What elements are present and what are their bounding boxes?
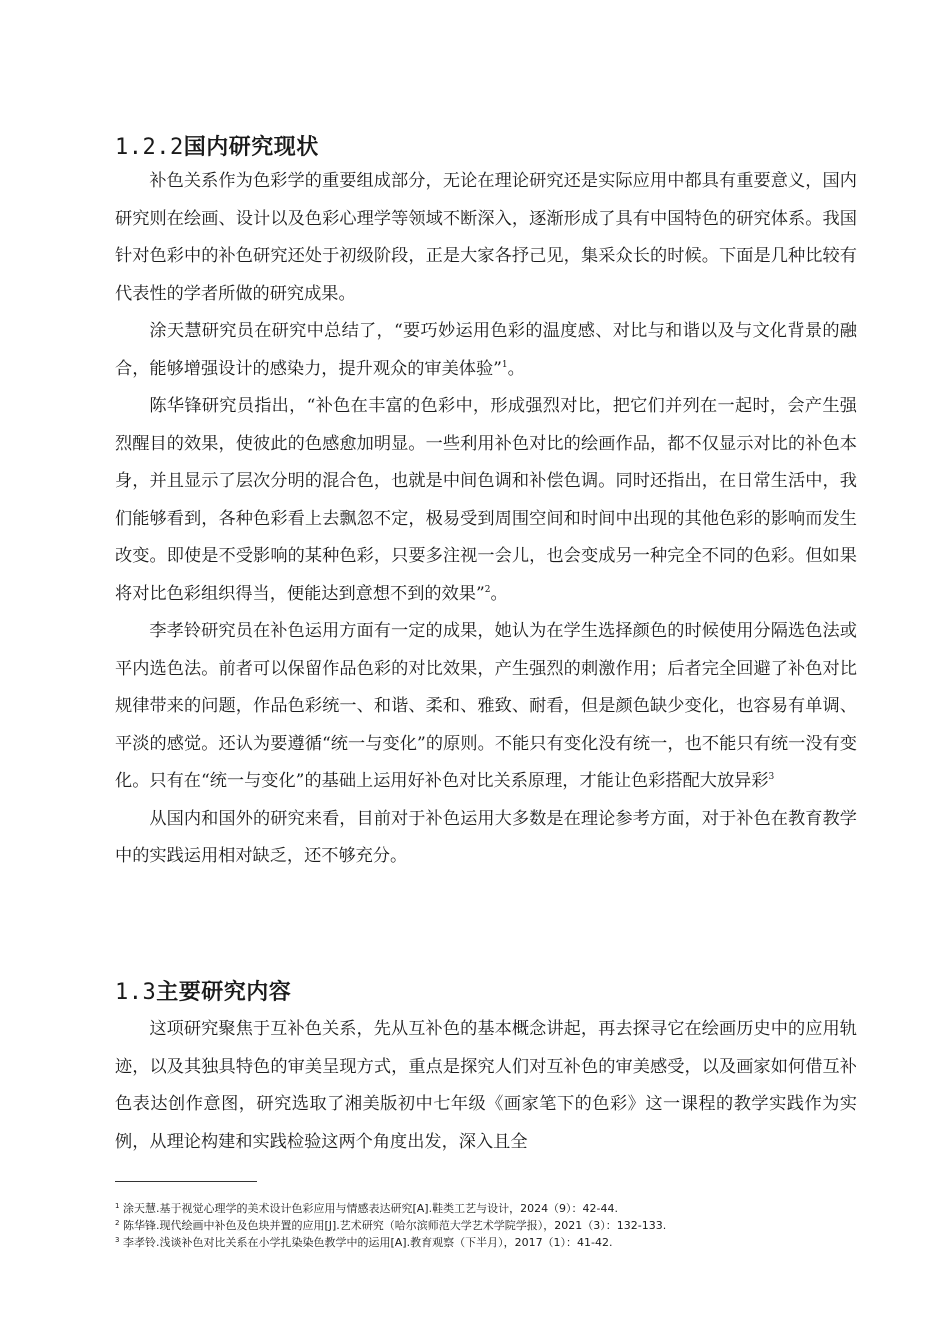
- section-heading-1-2-2: [115, 130, 319, 161]
- footnote-ref[interactable]: 3: [768, 772, 775, 782]
- paragraph: 涂天慧研究员在研究中总结了，“要巧妙运用色彩的温度感、对比与和谐以及与文化背景的融合，能够增强设计的感染力，提升观众的审美体验”$^1$。: [115, 321, 857, 379]
- paragraph: 补色关系作为色彩学的重要组成部分，无论在理论研究还是实际应用中都具有重要意义，国内研究则在绘画、设计以及色彩心理学等领域不断深入，逐渐形成了具有中国特色的研究体系。我国针对色彩中的补色研究还处于初级阶段，正是大家各抒己见，集采众长的时候。下面是几种比较有代表性的学者所做的研究成果。: [115, 171, 857, 304]
- paragraph: 陈华锋研究员指出，“补色在丰富的色彩中，形成强烈对比，把它们并列在一起时，会产生强烈醒目的效果，使彼此的色感愈加明显。一些利用补色对比的绘画作品，都不仅显示对比的补色本身，并且显示了层次分明的混合色，也就是中间色调和补偿色调。同时还指出，在日常生活中，我们能够看到，各种色彩看上去飘忽不定，极易受到周围空间和时间中出现的其他色彩的影响而发生改变。即使是不受影响的某种色彩，只要多注视一会儿，也会变成另一种完全不同的色彩。但如果将对比色彩组织得当，便能达到意想不到的效果”$^2$。: [115, 396, 857, 604]
- section-heading-1-3: [115, 975, 291, 1006]
- footnotes: [115, 1200, 875, 1251]
- section-number: 1.2.2: [115, 135, 184, 160]
- footnote-item: $^3$ 李孝铃.浅谈补色对比关系在小学扎染染色教学中的运用[A].教育观察（下半月），2017（1）：41-42.: [115, 1236, 613, 1249]
- footnote-ref[interactable]: 2: [484, 584, 491, 595]
- paragraph: 李孝铃研究员在补色运用方面有一定的成果，她认为在学生选择颜色的时候使用分隔选色法或平内选色法。前者可以保留作品色彩的对比效果，产生强烈的刺激作用；后者完全回避了补色对比规律带来的问题，作品色彩统一、和谐、柔和、雅致、耐看，但是颜色缺少变化，也容易有单调、平淡的感觉。还认为要遵循“统一与变化”的原则。不能只有变化没有统一，也不能只有统一没有变化。只有在“统一与变化”的基础上运用好补色对比关系原理，才能让色彩搭配大放异彩$^3$: [115, 621, 857, 791]
- footnote-ref[interactable]: 1: [501, 359, 508, 370]
- footnote-item: $^1$ 涂天慧.基于视觉心理学的美术设计色彩应用与情感表达研究[A].鞋类工艺与设计，2024（9）：42-44.: [115, 1202, 619, 1215]
- paragraph: 这项研究聚焦于互补色关系，先从互补色的基本概念讲起，再去探寻它在绘画历史中的应用轨迹，以及其独具特色的审美呈现方式，重点是探究人们对互补色的审美感受，以及画家如何借互补色表达创作意图，研究选取了湘美版初中七年级《画家笔下的色彩》这一课程的教学实践作为实例，从理论构建和实践检验这两个角度出发，深入且全: [115, 1019, 857, 1152]
- section-body-1-2-2: [115, 163, 857, 876]
- section-title: 主要研究内容: [156, 980, 292, 1005]
- section-number: 1.3: [115, 980, 157, 1005]
- section-body-1-3: [115, 1011, 857, 1161]
- footnote-item: $^2$ 陈华锋.现代绘画中补色及色块并置的应用[J].艺术研究（哈尔滨师范大学艺术学院学报），2021（3）：132-133.: [115, 1219, 667, 1232]
- section-title: 国内研究现状: [183, 135, 319, 160]
- paragraph: 从国内和国外的研究来看，目前对于补色运用大多数是在理论参考方面，对于补色在教育教学中的实践运用相对缺乏，还不够充分。: [115, 808, 857, 866]
- footnote-divider: [115, 1181, 257, 1182]
